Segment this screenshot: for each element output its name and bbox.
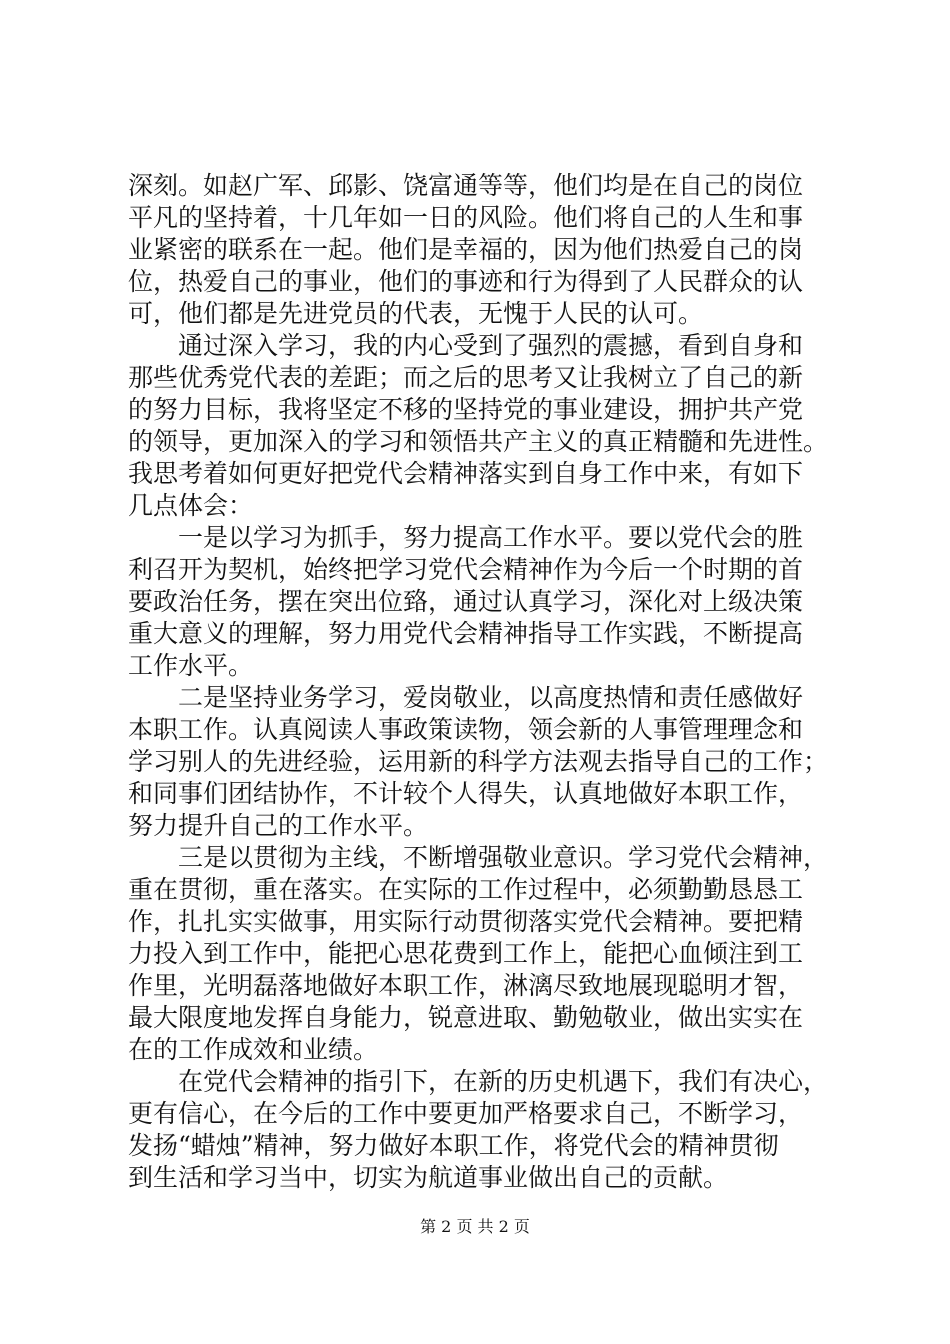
text-line: 重大意义的理解，努力用党代会精神指导工作实践，不断提高 [128, 619, 804, 648]
text-line: 学习别人的先进经验，运用新的科学方法观去指导自己的工作； [128, 747, 829, 776]
text-line: 要政治任务，摆在突出位臵，通过认真学习，深化对上级决策 [128, 587, 804, 616]
text-line: 通过深入学习，我的内心受到了强烈的震撼，看到自身和 [128, 331, 804, 360]
text-line: 更有信心，在今后的工作中要更加严格要求自己，不断学习， [128, 1099, 804, 1128]
text-line: 位，热爱自己的事业，他们的事迹和行为得到了人民群众的认 [128, 267, 804, 296]
text-line: 在的工作成效和业绩。 [128, 1035, 379, 1064]
text-line: 本职工作。认真阅读人事政策读物，领会新的人事管理理念和 [128, 715, 804, 744]
body-text [128, 170, 828, 1194]
text-line: 的领导，更加深入的学习和领悟共产主义的真正精髓和先进性。 [128, 427, 829, 456]
text-line: 最大限度地发挥自身能力，锐意进取、勤勉敬业，做出实实在 [128, 1003, 804, 1032]
text-line: 作，扎扎实实做事，用实际行动贯彻落实党代会精神。要把精 [128, 907, 804, 936]
text-line: 重在贯彻，重在落实。在实际的工作过程中，必须勤勤恳恳工 [128, 875, 804, 904]
text-line: 可，他们都是先进党员的代表，无愧于人民的认可。 [128, 299, 704, 328]
text-line: 作里，光明磊落地做好本职工作，淋漓尽致地展现聪明才智， [128, 971, 804, 1000]
text-line: 和同事们团结协作，不计较个人得失，认真地做好本职工作， [128, 779, 804, 808]
text-line: 业紧密的联系在一起。他们是幸福的，因为他们热爱自己的岗 [128, 235, 804, 264]
text-line: 在党代会精神的指引下，在新的历史机遇下，我们有决心， [128, 1067, 829, 1096]
text-line: 几点体会： [128, 491, 254, 520]
text-line: 工作水平。 [128, 651, 254, 680]
text-line: 利召开为契机，始终把学习党代会精神作为今后一个时期的首 [128, 555, 804, 584]
text-line: 的努力目标，我将坚定不移的坚持党的事业建设，拥护共产党 [128, 395, 804, 424]
text-line: 那些优秀党代表的差距；而之后的思考又让我树立了自己的新 [128, 363, 804, 392]
text-line: 努力提升自己的工作水平。 [128, 811, 429, 840]
text-line: 二是坚持业务学习，爱岗敬业，以高度热情和责任感做好 [128, 683, 804, 712]
text-line: 我思考着如何更好把党代会精神落实到自身工作中来，有如下 [128, 459, 804, 488]
text-line: 深刻。如赵广军、邱影、饶富通等等，他们均是在自己的岗位 [128, 171, 804, 200]
text-line: 发扬“蜡烛”精神，努力做好本职工作，将党代会的精神贯彻 [128, 1131, 779, 1160]
text-line: 到生活和学习当中，切实为航道事业做出自己的贡献。 [128, 1163, 729, 1192]
text-line: 力投入到工作中，能把心思花费到工作上，能把心血倾注到工 [128, 939, 804, 968]
text-line: 一是以学习为抓手，努力提高工作水平。要以党代会的胜 [128, 523, 804, 552]
page-footer: 第 2 页 共 2 页 [420, 1217, 530, 1236]
text-line: 三是以贯彻为主线，不断增强敬业意识。学习党代会精神， [128, 843, 829, 872]
text-line: 平凡的坚持着，十几年如一日的风险。他们将自己的人生和事 [128, 203, 804, 232]
